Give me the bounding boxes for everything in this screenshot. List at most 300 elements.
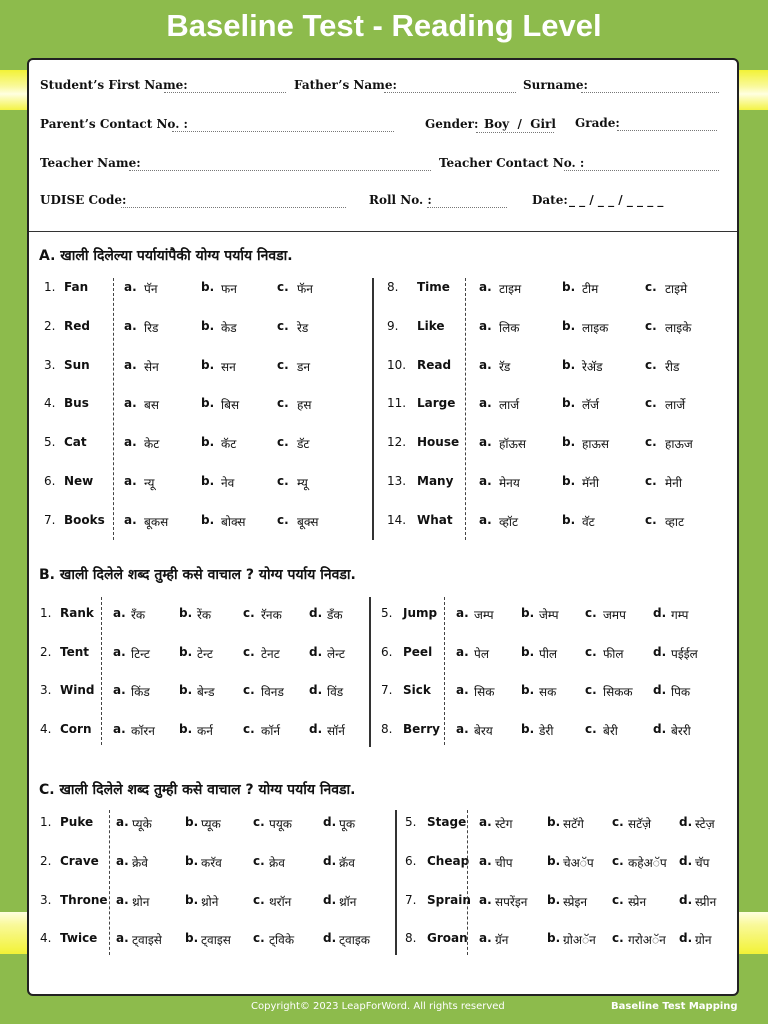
- sectionA-item-9-number: 9.: [387, 318, 399, 333]
- sectionC-item-8-option-a[interactable]: ग्रॅन: [495, 933, 509, 948]
- sectionA-item-13-option-a[interactable]: मेनय: [499, 476, 520, 490]
- sectionB-item-6-number: 6.: [381, 644, 393, 659]
- sectionA-item-8-number: 8.: [387, 280, 399, 294]
- grade-field[interactable]: [617, 130, 717, 131]
- sectionA-item-13-number: 13.: [387, 474, 407, 488]
- sectionB-item-3-option-a[interactable]: किंड: [131, 685, 150, 699]
- sectionC-item-1-option-a-letter: a.: [116, 815, 129, 829]
- sectionA-item-4-word: Bus: [64, 396, 89, 411]
- sectionC-item-1-option-d[interactable]: पूक: [339, 817, 356, 831]
- sectionB-item-3-option-c[interactable]: विनड: [261, 685, 284, 699]
- page-title: Baseline Test - Reading Level: [166, 8, 602, 43]
- sectionA-item-8-option-a[interactable]: टाइम: [499, 282, 522, 296]
- sectionA-item-6-number: 6.: [44, 474, 56, 488]
- sectionA-item-5-number: 5.: [44, 435, 56, 450]
- sectionA-item-11-option-b-letter: b.: [562, 396, 576, 411]
- sectionB-item-6-option-a-letter: a.: [456, 644, 469, 659]
- sectionB-item-4-option-b-letter: b.: [179, 721, 193, 736]
- sectionA-item-10-word: Read: [417, 357, 452, 372]
- sectionC-item-4-number: 4.: [40, 931, 52, 946]
- sectionC-item-3-word: Throne: [60, 892, 108, 907]
- sectionC-item-6-option-a-letter: a.: [479, 853, 492, 868]
- sectionA-item-3-number: 3.: [44, 357, 56, 372]
- sectionC-item-2-word: Crave: [60, 853, 99, 868]
- sectionB-item-8-option-c[interactable]: बेरी: [603, 723, 618, 738]
- sectionA-item-13-word: Many: [417, 474, 454, 488]
- section-a-divider-left: [113, 278, 114, 540]
- sectionC-item-5-option-d-letter: d.: [679, 815, 693, 829]
- sectionC-item-4-option-b-letter: b.: [185, 931, 199, 946]
- sectionB-item-7-option-a-letter: a.: [456, 683, 469, 697]
- sectionA-item-9-option-b[interactable]: लाइक: [582, 320, 609, 335]
- teacher-name-label: Teacher Name:: [40, 156, 141, 170]
- sectionA-item-11-option-a-letter: a.: [479, 396, 492, 411]
- sectionA-item-2-number: 2.: [44, 318, 56, 333]
- sectionA-item-4-option-a[interactable]: बस: [144, 398, 159, 413]
- sectionB-item-8-option-a-letter: a.: [456, 721, 469, 736]
- sectionC-item-6-option-a[interactable]: चीप: [495, 855, 513, 870]
- sectionC-item-3-option-c-letter: c.: [253, 892, 265, 907]
- sectionA-item-11-word: Large: [417, 396, 456, 411]
- date-label: Date:: [532, 193, 568, 207]
- sectionA-item-4-option-b-letter: b.: [201, 396, 215, 411]
- sectionB-item-2-option-c[interactable]: टेनट: [261, 646, 280, 661]
- sectionC-item-3-number: 3.: [40, 892, 52, 907]
- sectionB-item-8-option-b-letter: b.: [521, 721, 535, 736]
- sectionA-item-8-option-b-letter: b.: [562, 280, 576, 294]
- udise-field[interactable]: [121, 207, 346, 208]
- sectionB-item-7-option-d-letter: d.: [653, 683, 667, 697]
- sectionC-item-4-option-d[interactable]: ट्वाइक: [339, 933, 370, 948]
- sectionB-item-5-option-c[interactable]: जमप: [603, 608, 626, 622]
- sectionB-item-1-option-b-letter: b.: [179, 606, 193, 620]
- section-a-divider-mid: [372, 278, 374, 540]
- sectionA-item-2-option-a-letter: a.: [124, 318, 137, 333]
- sectionA-item-1-option-b[interactable]: फन: [221, 282, 237, 296]
- sectionA-item-10-option-b-letter: b.: [562, 357, 576, 372]
- sectionA-item-1-option-c-letter: c.: [277, 280, 289, 294]
- parent-contact-label: Parent’s Contact No. :: [40, 117, 188, 131]
- sectionA-item-1-option-c[interactable]: फॅन: [297, 282, 313, 296]
- sectionA-item-7-option-c-letter: c.: [277, 512, 289, 527]
- sectionB-item-8-option-d[interactable]: बेररी: [671, 723, 691, 738]
- sectionC-item-4-word: Twice: [60, 931, 98, 946]
- sectionA-item-11-option-c[interactable]: लार्जे: [665, 398, 686, 413]
- sectionC-item-1-option-b-letter: b.: [185, 815, 199, 829]
- sectionC-item-8-option-b[interactable]: ग्रोअॅन: [563, 933, 596, 948]
- sectionB-item-5-option-a-letter: a.: [456, 606, 469, 620]
- section-c-divider-mid: [395, 810, 397, 955]
- sectionC-item-6-option-b[interactable]: चेअॅप: [563, 855, 594, 870]
- roll-no-field[interactable]: [427, 207, 507, 208]
- sectionC-item-8-option-b-letter: b.: [547, 931, 561, 946]
- sectionA-item-10-option-a[interactable]: रॅड: [499, 359, 511, 374]
- sectionA-item-4-number: 4.: [44, 396, 56, 411]
- teacher-name-field[interactable]: [129, 170, 431, 171]
- sectionC-item-1-option-b[interactable]: प्यूक: [201, 817, 221, 831]
- sectionB-item-2-option-b-letter: b.: [179, 644, 193, 659]
- sectionA-item-9-option-a-letter: a.: [479, 318, 492, 333]
- sectionB-item-6-word: Peel: [403, 644, 433, 659]
- sectionA-item-7-option-a[interactable]: बूकस: [144, 514, 169, 529]
- sectionB-item-7-option-c-letter: c.: [585, 683, 597, 697]
- sectionA-item-6-option-b[interactable]: नेव: [221, 476, 235, 490]
- sectionC-item-6-number: 6.: [405, 853, 417, 868]
- sectionB-item-4-option-a-letter: a.: [113, 721, 126, 736]
- sectionC-item-1-word: Puke: [60, 815, 94, 829]
- sectionA-item-12-option-b[interactable]: हाऊस: [582, 437, 610, 452]
- parent-contact-field[interactable]: [172, 131, 394, 132]
- sectionC-item-7-option-d[interactable]: स्प्रीन: [695, 894, 717, 909]
- sectionB-item-4-option-c[interactable]: कॉर्न: [261, 723, 280, 738]
- sectionC-item-2-option-c-letter: c.: [253, 853, 265, 868]
- sectionA-item-6-option-c[interactable]: म्यू: [297, 476, 308, 490]
- sectionB-item-8-option-a[interactable]: बेरय: [474, 723, 493, 738]
- sectionC-item-2-option-b-letter: b.: [185, 853, 199, 868]
- sectionA-item-14-option-c[interactable]: व्हाट: [665, 514, 684, 529]
- sectionC-item-8-option-a-letter: a.: [479, 931, 492, 946]
- sectionA-item-12-word: House: [417, 435, 460, 450]
- sectionA-item-13-option-b-letter: b.: [562, 474, 576, 488]
- sectionC-item-1-number: 1.: [40, 815, 52, 829]
- sectionB-item-2-number: 2.: [40, 644, 52, 659]
- sectionA-item-9-option-c[interactable]: लाइके: [665, 320, 692, 335]
- sectionC-item-3-option-d-letter: d.: [323, 892, 337, 907]
- first-name-field[interactable]: [164, 92, 286, 93]
- sectionC-item-7-word: Sprain: [427, 892, 471, 907]
- sectionA-item-3-option-c[interactable]: डन: [297, 359, 311, 374]
- sectionA-item-11-option-c-letter: c.: [645, 396, 657, 411]
- sectionA-item-12-option-c-letter: c.: [645, 435, 657, 450]
- sectionB-item-7-option-a[interactable]: सिक: [474, 685, 495, 699]
- sectionC-item-3-option-b-letter: b.: [185, 892, 199, 907]
- sectionA-item-14-option-b[interactable]: वॅट: [582, 514, 595, 529]
- sectionB-item-6-option-c[interactable]: फील: [603, 646, 624, 661]
- sectionB-item-7-option-c[interactable]: सिकक: [603, 685, 633, 699]
- sectionB-item-6-option-d-letter: d.: [653, 644, 667, 659]
- sectionA-item-1-option-a-letter: a.: [124, 280, 137, 294]
- sectionB-item-2-option-b[interactable]: टेन्ट: [197, 646, 213, 661]
- sectionB-item-7-number: 7.: [381, 683, 393, 697]
- sectionB-item-5-option-b[interactable]: जेम्प: [539, 608, 559, 622]
- sectionC-item-8-word: Groan: [427, 931, 468, 946]
- sectionA-item-8-option-c[interactable]: टाइमे: [665, 282, 688, 296]
- sectionB-item-3-option-b[interactable]: बेन्ड: [197, 685, 215, 699]
- sectionB-item-1-option-c[interactable]: रॅनक: [261, 608, 282, 622]
- sectionB-item-3-option-d[interactable]: विंड: [327, 685, 344, 699]
- gender-label: Gender:: [425, 117, 479, 131]
- sectionA-item-10-option-b[interactable]: रेॲड: [582, 359, 603, 374]
- sectionB-item-4-option-a[interactable]: कॉरन: [131, 723, 155, 738]
- sectionA-item-8-option-b[interactable]: टीम: [582, 282, 599, 296]
- sectionB-item-6-option-b[interactable]: पील: [539, 646, 558, 661]
- sectionA-item-5-option-c[interactable]: डॅट: [297, 437, 310, 452]
- sectionA-item-6-option-b-letter: b.: [201, 474, 215, 488]
- sectionA-item-11-number: 11.: [387, 396, 407, 411]
- sectionC-item-2-number: 2.: [40, 853, 52, 868]
- sectionA-item-3-word: Sun: [64, 357, 90, 372]
- sectionC-item-3-option-a[interactable]: थ्रोन: [132, 894, 150, 909]
- udise-label: UDISE Code:: [40, 193, 127, 207]
- sectionC-item-3-option-a-letter: a.: [116, 892, 129, 907]
- sectionA-item-8-option-a-letter: a.: [479, 280, 492, 294]
- sectionB-item-1-option-d-letter: d.: [309, 606, 323, 620]
- sectionB-item-5-option-b-letter: b.: [521, 606, 535, 620]
- sectionC-item-4-option-b[interactable]: ट्वाइस: [201, 933, 231, 948]
- sectionC-item-4-option-c[interactable]: ट्विके: [269, 933, 295, 948]
- sectionB-item-1-option-c-letter: c.: [243, 606, 255, 620]
- sectionA-item-5-option-b[interactable]: कॅट: [221, 437, 237, 452]
- sectionB-item-2-word: Tent: [60, 644, 90, 659]
- sectionC-item-3-option-c[interactable]: थरॉन: [269, 894, 292, 909]
- sectionB-item-3-option-d-letter: d.: [309, 683, 323, 697]
- father-name-label: Father’s Name:: [294, 78, 397, 92]
- surname-label: Surname:: [523, 78, 588, 92]
- sectionA-item-3-option-c-letter: c.: [277, 357, 289, 372]
- sectionA-item-5-option-a-letter: a.: [124, 435, 137, 450]
- sectionA-item-9-option-a[interactable]: लिक: [499, 320, 520, 335]
- sectionC-item-7-option-d-letter: d.: [679, 892, 693, 907]
- sectionA-item-6-option-a[interactable]: न्यू: [144, 476, 155, 490]
- sectionB-item-2-option-c-letter: c.: [243, 644, 255, 659]
- sectionC-item-1-option-c-letter: c.: [253, 815, 265, 829]
- sectionA-item-8-word: Time: [417, 280, 450, 294]
- sectionB-item-1-option-a[interactable]: रॅंक: [131, 608, 146, 622]
- sectionC-item-5-option-c-letter: c.: [612, 815, 624, 829]
- date-field[interactable]: _ _ / _ _ / _ _ _ _: [569, 193, 664, 207]
- sectionC-item-7-option-b[interactable]: स्प्रेइन: [563, 894, 588, 909]
- sectionA-item-9-option-b-letter: b.: [562, 318, 576, 333]
- sectionB-item-4-number: 4.: [40, 721, 52, 736]
- sectionA-item-3-option-b-letter: b.: [201, 357, 215, 372]
- sectionB-item-6-option-b-letter: b.: [521, 644, 535, 659]
- sectionC-item-8-option-d[interactable]: ग्रोन: [695, 933, 712, 948]
- sectionB-item-2-option-a[interactable]: टिन्ट: [131, 646, 150, 661]
- sectionA-item-7-number: 7.: [44, 512, 56, 527]
- sectionB-item-5-option-a[interactable]: जम्प: [474, 608, 494, 622]
- sectionC-item-2-option-a[interactable]: क्रेवे: [132, 855, 148, 870]
- sectionC-item-3-option-d[interactable]: थ्रॉन: [339, 894, 357, 909]
- sectionC-item-5-word: Stage: [427, 815, 467, 829]
- sectionA-item-3-option-a[interactable]: सेन: [144, 359, 159, 374]
- sectionB-item-4-option-d-letter: d.: [309, 721, 323, 736]
- sectionA-item-12-option-a-letter: a.: [479, 435, 492, 450]
- gender-field: [476, 132, 554, 133]
- sectionB-item-1-number: 1.: [40, 606, 52, 620]
- sectionB-item-6-option-d[interactable]: पईईल: [671, 646, 698, 661]
- sectionC-item-6-word: Cheap: [427, 853, 470, 868]
- sectionA-item-14-option-a-letter: a.: [479, 512, 492, 527]
- sectionC-item-6-option-d-letter: d.: [679, 853, 693, 868]
- sectionB-item-3-number: 3.: [40, 683, 52, 697]
- sectionB-item-8-number: 8.: [381, 721, 393, 736]
- sectionB-item-8-option-c-letter: c.: [585, 721, 597, 736]
- sectionA-item-4-option-c[interactable]: हस: [297, 398, 312, 413]
- sectionA-item-14-word: What: [417, 512, 453, 527]
- sectionC-item-7-option-c-letter: c.: [612, 892, 624, 907]
- sectionA-item-10-number: 10.: [387, 357, 407, 372]
- sectionA-item-5-option-a[interactable]: केट: [144, 437, 160, 452]
- sectionB-item-5-option-d-letter: d.: [653, 606, 667, 620]
- teacher-contact-field[interactable]: [564, 170, 719, 171]
- sectionB-item-4-option-b[interactable]: कर्न: [197, 723, 213, 738]
- section-a-title: A. खाली दिलेल्या पर्यायांपैकी योग्य पर्याय निवडा.: [39, 248, 293, 264]
- sectionA-item-7-option-c[interactable]: बूक्स: [297, 514, 319, 529]
- sectionA-item-7-option-b-letter: b.: [201, 512, 215, 527]
- header-divider: [29, 231, 739, 232]
- sectionC-item-7-option-c[interactable]: स्प्रेन: [628, 894, 647, 909]
- sectionC-item-7-option-b-letter: b.: [547, 892, 561, 907]
- section-a-divider-right: [465, 278, 466, 540]
- sectionA-item-10-option-a-letter: a.: [479, 357, 492, 372]
- sectionC-item-5-option-d[interactable]: स्टेज़: [695, 817, 715, 831]
- sectionA-item-7-option-b[interactable]: बोक्स: [221, 514, 246, 529]
- sectionC-item-2-option-d-letter: d.: [323, 853, 337, 868]
- sectionB-item-1-option-a-letter: a.: [113, 606, 126, 620]
- section-b-title: B. खाली दिलेले शब्द तुम्ही कसे वाचाल ? योग्य पर्याय निवडा.: [39, 567, 356, 583]
- sectionB-item-7-option-b-letter: b.: [521, 683, 535, 697]
- sectionA-item-5-option-b-letter: b.: [201, 435, 215, 450]
- sectionA-item-8-option-c-letter: c.: [645, 280, 657, 294]
- sectionA-item-12-number: 12.: [387, 435, 407, 450]
- sectionB-item-8-option-b[interactable]: डेरी: [539, 723, 554, 738]
- sectionA-item-9-option-c-letter: c.: [645, 318, 657, 333]
- grade-label: Grade:: [575, 116, 620, 130]
- sectionA-item-2-word: Red: [64, 318, 90, 333]
- sectionA-item-13-option-b[interactable]: मॅनी: [582, 476, 599, 490]
- sectionB-item-3-option-a-letter: a.: [113, 683, 126, 697]
- sectionC-item-1-option-c[interactable]: पयूक: [269, 817, 292, 831]
- sectionA-item-13-option-a-letter: a.: [479, 474, 492, 488]
- sectionB-item-5-option-c-letter: c.: [585, 606, 597, 620]
- sectionB-item-5-word: Jump: [403, 606, 438, 620]
- sectionB-item-1-option-b[interactable]: रेंक: [197, 608, 212, 622]
- sectionA-item-14-option-b-letter: b.: [562, 512, 576, 527]
- sectionC-item-5-option-a-letter: a.: [479, 815, 492, 829]
- sectionC-item-2-option-d[interactable]: क्रॅव: [339, 855, 355, 870]
- sectionA-item-2-option-b[interactable]: केड: [221, 320, 237, 335]
- sectionB-item-2-option-a-letter: a.: [113, 644, 126, 659]
- sectionC-item-6-option-c-letter: c.: [612, 853, 624, 868]
- roll-no-label: Roll No. :: [369, 193, 432, 207]
- sectionC-item-5-option-b-letter: b.: [547, 815, 561, 829]
- sectionB-item-5-number: 5.: [381, 606, 393, 620]
- sectionA-item-2-option-a[interactable]: रिड: [144, 320, 159, 335]
- sectionA-item-5-option-c-letter: c.: [277, 435, 289, 450]
- sectionB-item-6-option-c-letter: c.: [585, 644, 597, 659]
- sectionB-item-6-option-a[interactable]: पेल: [474, 646, 489, 661]
- sectionA-item-10-option-c-letter: c.: [645, 357, 657, 372]
- sectionB-item-8-option-d-letter: d.: [653, 721, 667, 736]
- sectionC-item-1-option-d-letter: d.: [323, 815, 337, 829]
- first-name-label: Student’s First Name:: [40, 78, 188, 92]
- sectionA-item-4-option-b[interactable]: बिस: [221, 398, 240, 413]
- sectionC-item-2-option-b[interactable]: करॅव: [201, 855, 222, 870]
- sectionA-item-1-number: 1.: [44, 280, 56, 294]
- sectionC-item-4-option-a-letter: a.: [116, 931, 129, 946]
- sectionC-item-5-option-c[interactable]: सटॅज़े: [628, 817, 652, 831]
- sectionA-item-2-option-c-letter: c.: [277, 318, 289, 333]
- sectionA-item-2-option-b-letter: b.: [201, 318, 215, 333]
- sectionC-item-7-option-a[interactable]: सपरेंइन: [495, 894, 528, 909]
- surname-field[interactable]: [581, 92, 719, 93]
- section-b-divider-right: [444, 597, 445, 745]
- sectionA-item-1-word: Fan: [64, 280, 89, 294]
- sectionA-item-3-option-a-letter: a.: [124, 357, 137, 372]
- sectionA-item-2-option-c[interactable]: रेड: [297, 320, 309, 335]
- sectionB-item-1-word: Rank: [60, 606, 94, 620]
- sectionA-item-7-word: Books: [64, 512, 105, 527]
- sectionA-item-14-option-a[interactable]: व्हॉट: [499, 514, 518, 529]
- section-c-divider-right: [467, 810, 468, 955]
- sectionC-item-7-option-a-letter: a.: [479, 892, 492, 907]
- section-b-divider-mid: [369, 597, 371, 747]
- sectionB-item-1-option-d[interactable]: डॅंक: [327, 608, 343, 622]
- gender-options[interactable]: Boy / Girl: [484, 117, 556, 131]
- sectionA-item-6-option-a-letter: a.: [124, 474, 137, 488]
- father-name-field[interactable]: [384, 92, 516, 93]
- sectionA-item-6-option-c-letter: c.: [277, 474, 289, 488]
- sectionA-item-10-option-c[interactable]: रीड: [665, 359, 680, 374]
- sectionA-item-12-option-c[interactable]: हाऊज: [665, 437, 693, 452]
- sectionA-item-5-word: Cat: [64, 435, 87, 450]
- sectionB-item-4-option-c-letter: c.: [243, 721, 255, 736]
- sectionA-item-11-option-b[interactable]: लॅर्ज: [582, 398, 600, 413]
- sectionA-item-14-number: 14.: [387, 512, 407, 527]
- section-c-title: C. खाली दिलेले शब्द तुम्ही कसे वाचाल ? योग्य पर्याय निवडा.: [39, 782, 356, 798]
- sectionA-item-4-option-c-letter: c.: [277, 396, 289, 411]
- sectionA-item-4-option-a-letter: a.: [124, 396, 137, 411]
- sectionB-item-7-option-b[interactable]: सक: [539, 685, 557, 699]
- sectionA-item-12-option-b-letter: b.: [562, 435, 576, 450]
- sectionB-item-8-word: Berry: [403, 721, 440, 736]
- sectionB-item-5-option-d[interactable]: गम्प: [671, 608, 689, 622]
- sectionC-item-6-option-d[interactable]: चॅप: [695, 855, 710, 870]
- sectionC-item-5-option-a[interactable]: स्टेग: [495, 817, 513, 831]
- sectionA-item-3-option-b[interactable]: सन: [221, 359, 236, 374]
- sectionC-item-4-option-a[interactable]: ट्वाइसे: [132, 933, 162, 948]
- sectionA-item-14-option-c-letter: c.: [645, 512, 657, 527]
- sectionC-item-8-option-d-letter: d.: [679, 931, 693, 946]
- sectionC-item-4-option-c-letter: c.: [253, 931, 265, 946]
- sectionC-item-1-option-a[interactable]: प्यूके: [132, 817, 152, 831]
- sectionC-item-8-option-c-letter: c.: [612, 931, 624, 946]
- teacher-contact-label: Teacher Contact No. :: [439, 156, 585, 170]
- sectionB-item-7-option-d[interactable]: पिक: [671, 685, 691, 699]
- copyright-text: Copyright© 2023 LeapForWord. All rights reserved: [251, 1001, 505, 1012]
- sectionB-item-7-word: Sick: [403, 683, 431, 697]
- sectionA-item-1-option-b-letter: b.: [201, 280, 215, 294]
- sectionC-item-7-number: 7.: [405, 892, 417, 907]
- sectionC-item-8-option-c[interactable]: गरोअॅन: [628, 933, 666, 948]
- sectionB-item-2-option-d[interactable]: लेन्ट: [327, 646, 345, 661]
- sectionB-item-4-word: Corn: [60, 721, 92, 736]
- sectionB-item-4-option-d[interactable]: सॉर्न: [327, 723, 345, 738]
- sectionC-item-3-option-b[interactable]: थ्रोने: [201, 894, 219, 909]
- sectionA-item-1-option-a[interactable]: पॅन: [144, 282, 158, 296]
- sectionA-item-12-option-a[interactable]: हॉऊस: [499, 437, 527, 452]
- sectionC-item-4-option-d-letter: d.: [323, 931, 337, 946]
- sectionC-item-6-option-c[interactable]: कहेअॅप: [628, 855, 667, 870]
- sectionA-item-7-option-a-letter: a.: [124, 512, 137, 527]
- sectionC-item-5-option-b[interactable]: सटॅगे: [563, 817, 584, 831]
- sectionA-item-11-option-a[interactable]: लार्ज: [499, 398, 520, 413]
- worksheet-card: [27, 58, 739, 996]
- section-b-divider-left: [101, 597, 102, 745]
- sectionC-item-2-option-c[interactable]: क्रेव: [269, 855, 285, 870]
- sectionA-item-13-option-c[interactable]: मेनी: [665, 476, 682, 490]
- sectionB-item-3-word: Wind: [60, 683, 95, 697]
